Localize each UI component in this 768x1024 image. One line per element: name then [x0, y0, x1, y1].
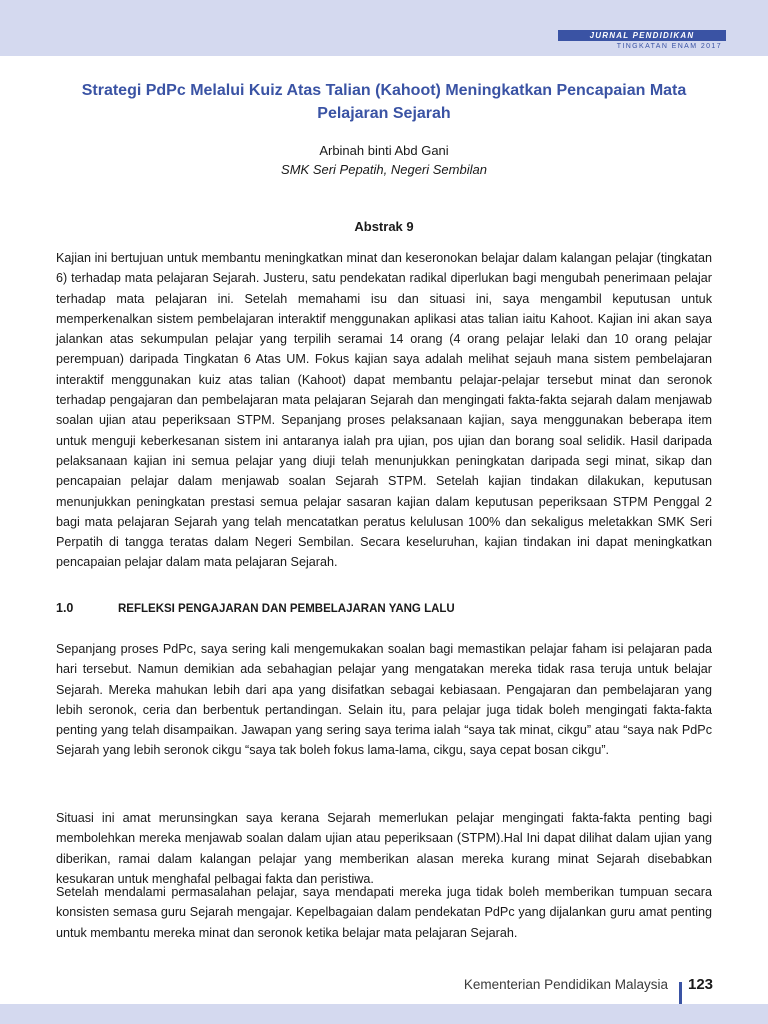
- page-number: 123: [688, 976, 714, 993]
- journal-subtitle: TINGKATAN ENAM 2017: [616, 43, 722, 50]
- journal-name: JURNAL PENDIDIKAN: [558, 30, 726, 41]
- body-paragraph: Setelah mendalami permasalahan pelajar, saya mendapati mereka juga tidak boleh memberikan tumpuan secara konsisten semasa guru Sejarah mengajar. Kepelbagaian dalam pendekatan PdPc yang dijalankan guru amat penting untuk membantu mereka minat dan seronok ketika belajar mata pelajaran Sejarah.: [56, 885, 712, 940]
- author-name: Arbinah binti Abd Gani: [319, 143, 449, 158]
- section-heading: [56, 601, 712, 615]
- abstract-paragraph: Kajian ini bertujuan untuk membantu meningkatkan minat dan keseronokan belajar dalam kalangan pelajar (tingkatan 6) terhadap mata pelajaran Sejarah. Justeru, satu pendekatan radikal diperlukan bagi mengubah penerimaan pelajar terhadap mata pelajaran ini. Setelah memahami isu dan situasi ini, saya mengambil keputusan untuk memperkenalkan sistem pembelajaran interaktif menggunakan aplikasi atas talian iaitu Kahoot. Kajian ini akan saya jalankan atas sekumpulan pelajar yang terpilih seramai 14 orang (4 orang pelajar lelaki dan 10 orang pelajar perempuan) daripada Tingkatan 6 Atas UM. Fokus kajian saya adalah melihat sejauh mana sistem pembelajaran interaktif menggunakan kuiz atas talian (Kahoot) dapat membantu pelajar-pelajar tersebut minat dan seronok terhadap pengajaran dan pembelajaran mata pelajaran Sejarah dan mengingati fakta-fakta sejarah dalam menjawab soalan ujian atau peperiksaan STPM. Sepanjang proses pelaksanaan kajian, saya menggunakan beberapa item untuk menguji keberkesanan sistem ini antaranya ialah pra ujian, pos ujian dan borang soal selidik. Hasil daripada pelaksanaan kajian ini semua pelajar yang diuji telah menunjukkan peningkatan daripada segi minat, sikap dan pencapaian pelajar dalam menjawab soalan Sejarah STPM. Setelah kajian tindakan dilakukan, keputusan menunjukkan peningkatan prestasi semua pelajar sasaran kajian dalam keputusan peperiksaan STPM Penggal 2 bagi mata pelajaran Sejarah yang telah mencatatkan peratus kelulusan 100% dan sekaligus meletakkan SMK Seri Perpatih di tangga teratas dalam Negeri Sembilan. Secara keseluruhan, kajian tindakan ini dapat meningkatkan pencapaian pelajar dalam mata pelajaran Sejarah.: [56, 251, 712, 570]
- abstract-heading: Abstrak 9: [354, 219, 414, 234]
- journal-masthead: [558, 30, 726, 50]
- footer-band: [0, 1004, 768, 1024]
- article-title: Strategi PdPc Melalui Kuiz Atas Talian (Kahoot) Meningkatkan Pencapaian Mata Pelajaran Sejarah: [81, 82, 687, 122]
- body-paragraph: Sepanjang proses PdPc, saya sering kali mengemukakan soalan bagi memastikan pelajar faham isi pelajaran pada hari tersebut. Namun demikian ada sebahagian pelajar yang mengatakan mereka tidak rasa teruja untuk belajar Sejarah. Mereka mahukan lebih dari apa yang disifatkan sebagai kebiasaan. Pengajaran dan pembelajaran yang lebih seronok, ceria dan berbentuk pertandingan. Selain itu, para pelajar juga tidak boleh mengingati fakta-fakta penting yang telah disampaikan. Jawapan yang sering saya terima ialah “saya tak minat, cikgu” atau “saya nak PdPc Sejarah yang lebih seronok cikgu “saya tak boleh fokus lama-lama, cikgu, saya cepat bosan cikgu”.: [56, 642, 712, 758]
- section-title: REFLEKSI PENGAJARAN DAN PEMBELAJARAN YANG LALU: [118, 603, 455, 615]
- author-affiliation: SMK Seri Pepatih, Negeri Sembilan: [281, 162, 487, 177]
- body-paragraph: Situasi ini amat merunsingkan saya kerana Sejarah memerlukan pelajar mengingati fakta-fakta penting bagi membolehkan mereka menjawab soalan dalam ujian atau peperiksaan (STPM).Hal Ini dapat dilihat dalam ujian yang diberikan, ramai dalam kalangan pelajar yang memberikan alasan mereka kurang minat Sejarah disebabkan kesukaran untuk menghafal pelbagai fakta dan peristiwa.: [56, 811, 712, 886]
- section-number: 1.0: [56, 601, 74, 615]
- footer-ministry: Kementerian Pendidikan Malaysia: [463, 977, 668, 992]
